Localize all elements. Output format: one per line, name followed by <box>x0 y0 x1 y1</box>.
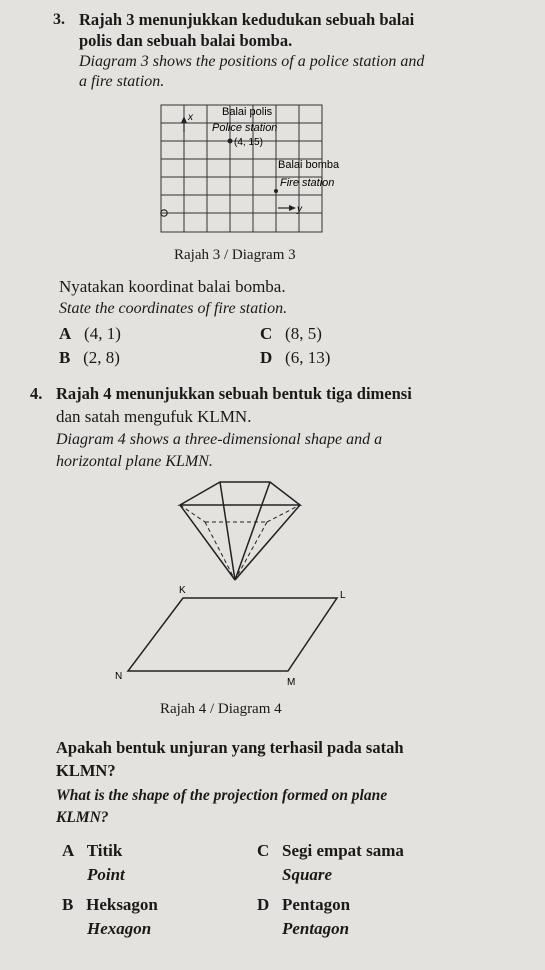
option-letter: C <box>260 324 273 343</box>
q4-label-l: L <box>340 590 346 601</box>
option-malay: Segi empat sama <box>282 841 404 860</box>
q3-y-label: y <box>297 204 302 215</box>
q3-english-line1: Diagram 3 shows the positions of a police station and <box>79 53 425 70</box>
q3-option-c[interactable] <box>260 324 322 344</box>
q4-prompt-english-line1: What is the shape of the projection formed on plane <box>56 787 388 804</box>
option-text: (2, 8) <box>83 348 120 367</box>
q4-prompt-malay-line1: Apakah bentuk unjuran yang terhasil pada satah <box>56 738 404 757</box>
q3-option-a[interactable] <box>59 324 121 344</box>
q4-prompt-malay-line2: KLMN? <box>56 761 116 780</box>
q4-malay-line2: dan satah mengufuk KLMN. <box>56 407 252 426</box>
q3-malay-line2: polis dan sebuah balai bomba. <box>79 31 293 50</box>
q4-pyramid <box>180 482 300 580</box>
q3-police-station-label: Police station <box>212 122 278 134</box>
option-letter: A <box>59 324 72 343</box>
q3-fire-point <box>274 189 278 193</box>
q4-option-d[interactable] <box>257 895 350 915</box>
option-malay: Heksagon <box>86 895 158 914</box>
option-letter: B <box>62 895 74 914</box>
q4-option-a[interactable] <box>62 841 122 861</box>
q3-coord-label: (4, 15) <box>234 137 263 148</box>
q4-option-b-english: Hexagon <box>87 919 152 938</box>
q4-english-line2: horizontal plane KLMN. <box>56 453 213 470</box>
q3-police-point <box>228 139 233 144</box>
option-letter: C <box>257 841 270 860</box>
q3-y-arrow-head <box>289 205 296 211</box>
q3-malay-line1: Rajah 3 menunjukkan kedudukan sebuah balai <box>79 10 415 29</box>
q4-number: 4. <box>30 384 43 403</box>
q3-prompt-malay: Nyatakan koordinat balai bomba. <box>59 277 286 296</box>
q4-option-c-english: Square <box>282 865 333 884</box>
q3-prompt-english: State the coordinates of fire station. <box>59 300 288 317</box>
option-letter: D <box>260 348 273 367</box>
option-malay: Pentagon <box>282 895 351 914</box>
q4-label-n: N <box>115 671 123 682</box>
q4-plane-klmn <box>128 598 337 671</box>
q4-option-a-english: Point <box>87 865 125 884</box>
q3-grid-diagram <box>160 100 360 240</box>
q3-balai-polis-label: Balai polis <box>222 106 273 118</box>
q3-option-b[interactable] <box>59 348 120 368</box>
q4-label-k: K <box>179 585 186 596</box>
option-letter: B <box>59 348 71 367</box>
option-letter: D <box>257 895 270 914</box>
q4-option-d-english: Pentagon <box>282 919 350 938</box>
option-letter: A <box>62 841 75 860</box>
q4-malay-line1: Rajah 4 menunjukkan sebuah bentuk tiga dimensi <box>56 384 412 403</box>
q3-option-d[interactable] <box>260 348 330 368</box>
q3-balai-bomba-label: Balai bomba <box>278 159 340 171</box>
q4-option-b[interactable] <box>62 895 158 915</box>
q3-x-label: x <box>188 112 193 123</box>
q4-prompt-english-line2: KLMN? <box>56 809 109 826</box>
q4-label-m: M <box>287 677 296 688</box>
q3-caption: Rajah 3 / Diagram 3 <box>174 247 296 263</box>
q4-solid-diagram <box>105 472 365 692</box>
option-text: (8, 5) <box>285 324 322 343</box>
q4-pyramid-hidden-edges <box>180 505 300 580</box>
q3-english-line2: a fire station. <box>79 73 165 90</box>
q3-fire-station-label: Fire station <box>280 177 335 189</box>
q3-number: 3. <box>53 11 65 28</box>
q4-english-line1: Diagram 4 shows a three-dimensional shape and a <box>56 431 383 448</box>
option-malay: Titik <box>86 841 123 860</box>
q3-x-arrow-head <box>181 116 187 123</box>
option-text: (4, 1) <box>84 324 121 343</box>
q4-caption: Rajah 4 / Diagram 4 <box>160 701 282 717</box>
q4-option-c[interactable] <box>257 841 404 861</box>
option-text: (6, 13) <box>285 348 331 367</box>
